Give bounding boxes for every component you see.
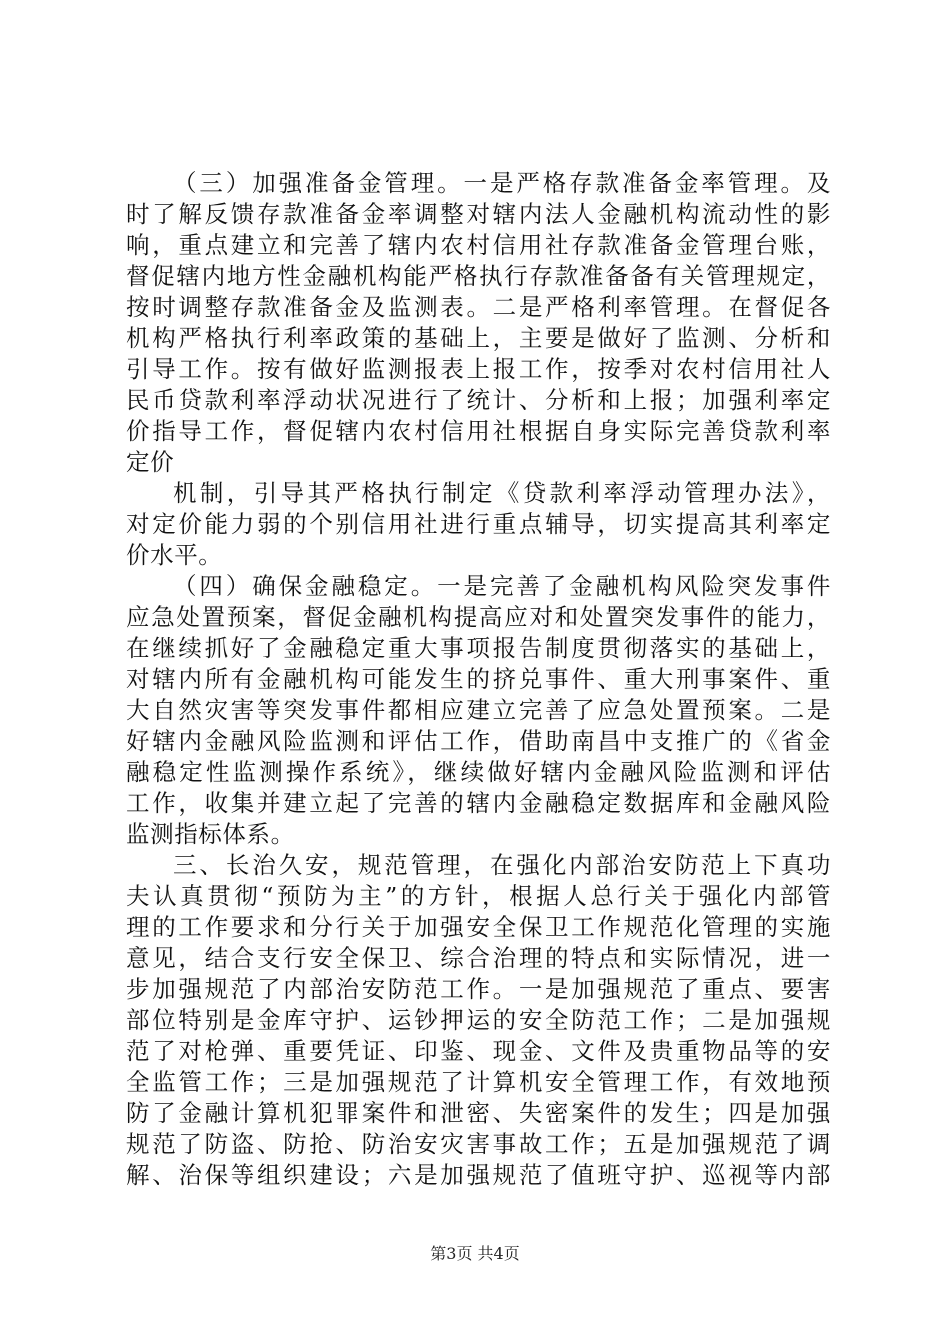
text-line: 响，重点建立和完善了辖内农村信用社存款准备金管理台账， <box>126 231 831 259</box>
text-line: 范了对枪弹、重要凭证、印鉴、现金、文件及贵重物品等的安 <box>126 1037 831 1065</box>
text-line: 融稳定性监测操作系统》，继续做好辖内金融风险监测和评估 <box>126 758 831 786</box>
text-line: 防了金融计算机犯罪案件和泄密、失密案件的发生；四是加强 <box>126 1099 831 1127</box>
text-line: 引导工作。按有做好监测报表上报工作，按季对农村信用社人 <box>126 355 831 383</box>
text-line: 价水平。 <box>126 541 223 569</box>
text-line: 工作，收集并建立起了完善的辖内金融稳定数据库和金融风险 <box>126 789 831 817</box>
text-line: 监测指标体系。 <box>126 820 295 848</box>
text-line: 好辖内金融风险监测和评估工作，借助南昌中支推广的《省金 <box>126 727 831 755</box>
text-line: 大自然灾害等突发事件都相应建立完善了应急处置预案。二是 <box>126 696 831 724</box>
text-line: 夫认真贯彻“预防为主”的方针，根据人总行关于强化内部管 <box>126 882 831 910</box>
text-line: 三、长治久安，规范管理，在强化内部治安防范上下真功 <box>173 851 831 879</box>
text-line: 部位特别是金库守护、运钞押运的安全防范工作；二是加强规 <box>126 1006 831 1034</box>
text-line: （三）加强准备金管理。一是严格存款准备金率管理。及 <box>173 169 831 197</box>
text-line: 解、治保等组织建设；六是加强规范了值班守护、巡视等内部 <box>126 1161 831 1189</box>
text-line: 机构严格执行利率政策的基础上，主要是做好了监测、分析和 <box>126 324 831 352</box>
text-line: 在继续抓好了金融稳定重大事项报告制度贯彻落实的基础上， <box>126 634 831 662</box>
text-line: 价指导工作，督促辖内农村信用社根据自身实际完善贷款利率 <box>126 417 831 445</box>
text-line: 规范了防盗、防抢、防治安灾害事故工作；五是加强规范了调 <box>126 1130 831 1158</box>
text-line: 对辖内所有金融机构可能发生的挤兑事件、重大刑事案件、重 <box>126 665 831 693</box>
document-body <box>126 168 831 1191</box>
text-line: 全监管工作；三是加强规范了计算机安全管理工作，有效地预 <box>126 1068 831 1096</box>
text-line: 定价 <box>126 448 175 476</box>
text-line: （四）确保金融稳定。一是完善了金融机构风险突发事件 <box>173 572 831 600</box>
text-line: 民币贷款利率浮动状况进行了统计、分析和上报；加强利率定 <box>126 386 831 414</box>
text-line: 步加强规范了内部治安防范工作。一是加强规范了重点、要害 <box>126 975 831 1003</box>
text-line: 按时调整存款准备金及监测表。二是严格利率管理。在督促各 <box>126 293 831 321</box>
text-line: 理的工作要求和分行关于加强安全保卫工作规范化管理的实施 <box>126 913 831 941</box>
text-line: 对定价能力弱的个别信用社进行重点辅导，切实提高其利率定 <box>126 510 831 538</box>
page-footer: 第3页 共4页 <box>430 1244 520 1263</box>
text-line: 机制，引导其严格执行制定《贷款利率浮动管理办法》， <box>173 479 831 507</box>
text-line: 意见，结合支行安全保卫、综合治理的特点和实际情况，进一 <box>126 944 831 972</box>
text-line: 应急处置预案，督促金融机构提高应对和处置突发事件的能力， <box>126 603 831 631</box>
text-line: 督促辖内地方性金融机构能严格执行存款准备备有关管理规定， <box>126 262 831 290</box>
text-line: 时了解反馈存款准备金率调整对辖内法人金融机构流动性的影 <box>126 200 831 228</box>
